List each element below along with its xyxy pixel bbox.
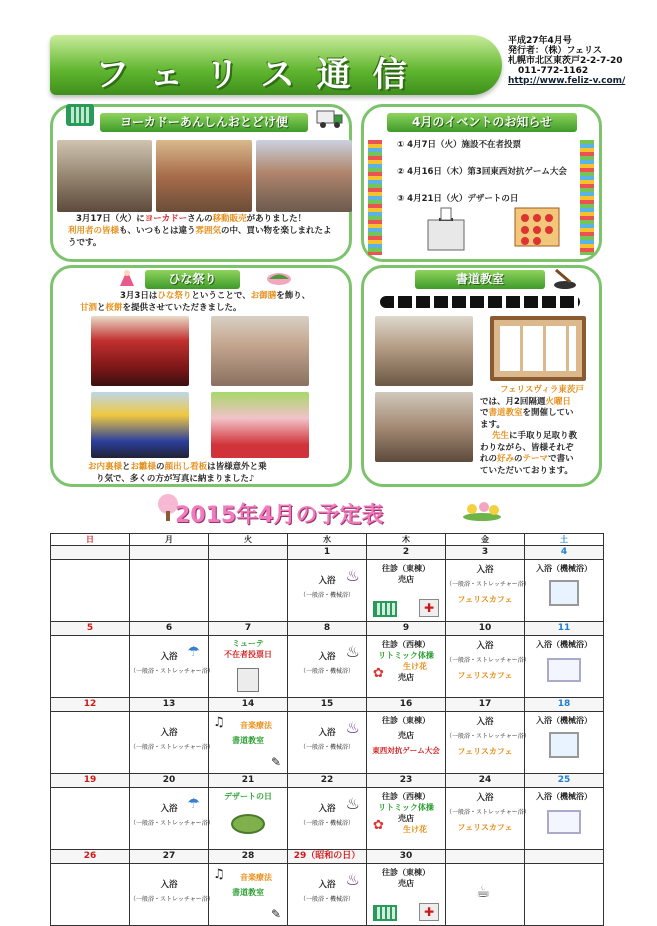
rhythmic-label: リトミック体操 [378,651,434,660]
text-fragment: れの [480,454,498,464]
bath-label: 入浴 [318,728,336,738]
flowers-icon [462,499,502,521]
doctor-visit-west: 往診（西棟） [382,640,430,649]
highlight-text: 顔出し看板 [164,462,208,472]
date-row [51,698,604,712]
bath-machine-label: 入浴（機械浴） [536,640,592,649]
shop-label: 売店 [398,575,414,584]
store-name: ヨーカドー [144,214,188,224]
date-cell: 26 [51,850,130,864]
text-fragment: わりながら、皆様それぞ [480,442,574,453]
bathtub-icon [547,810,581,834]
bath-label: 入浴 [160,804,178,814]
date-cell: 11 [525,622,604,636]
highlight-text: お御膳 [250,291,277,301]
coffee-cup-icon: ☕ [476,882,491,901]
text-fragment: がありました！ [246,214,307,224]
events-row [51,864,604,926]
bath-detail: （一般浴・ストレッチャー浴） [446,809,530,816]
text-fragment: を提供させていただきました。 [122,303,242,313]
date-cell: 15 [288,698,367,712]
events-row [51,712,604,774]
bath-label: 入浴 [476,641,494,651]
event-cell [51,560,130,622]
date-cell: 30 [367,850,446,864]
bath-label: 入浴 [160,880,178,890]
text-fragment: の [514,454,523,464]
photo-shopping-1 [57,140,152,212]
bath-label: 入浴 [476,565,494,575]
text-fragment: ということで、 [191,291,251,301]
event-cell [367,864,446,926]
text-fragment: 3月3日は [120,291,158,301]
text-fragment: ていただいております。 [480,465,573,476]
hospital-icon: ✚ [419,599,439,617]
bath-machine-label: 入浴（機械浴） [536,792,592,801]
music-therapy-label: 音楽療法 [240,873,272,882]
text-fragment: さんの [187,214,213,224]
ito-yokado-text [68,213,350,249]
ink-stroke-decoration [380,296,580,308]
highlight-text: お内裏様 [88,462,123,472]
event-cell [51,712,130,774]
text-fragment: では、月2回隔週 [480,396,546,407]
weekday-sun: 日 [51,534,130,546]
text-fragment: の中、買い物を楽しまれたよ [221,226,332,236]
bath-detail: （一般浴・ストレッチャー浴） [446,657,530,664]
hot-spring-icon: ♨ [345,566,360,585]
weekday-thu: 木 [367,534,446,546]
music-notes-icon: ♫ [213,715,225,730]
color-stripe-left [368,140,382,255]
cafe-label: フェリスカフェ [457,823,513,832]
doctor-visit-east: 往診（東棟） [382,868,430,877]
ikebana-label: 生け花 [403,825,427,834]
bathtub-icon [549,580,579,606]
date-cell: 25 [525,774,604,788]
date-cell: 3 [446,546,525,560]
shodo-title: 書道教室 [415,270,545,289]
vote-label: 不在者投票日 [224,650,272,659]
event-cell [288,712,367,774]
photo-calligraphy-1 [375,316,473,386]
date-cell: 28 [209,850,288,864]
event-cell [525,712,604,774]
date-cell: 14 [209,698,288,712]
highlight-text: 書道教室 [488,408,523,418]
events-title: 4月のイベントのお知らせ [387,113,577,132]
text-fragment: で書い [548,454,574,464]
event-cell [367,636,446,698]
text-fragment: を飾り、 [276,291,311,301]
highlight-text: ひな祭り [157,291,192,301]
event-cell [446,636,530,698]
bathtub-icon [547,658,581,682]
events-row [51,560,604,622]
dessert-icon [231,814,265,834]
event-cell [525,560,604,622]
shop-label: 売店 [398,731,414,740]
ito-yokado-title: ヨーカドーあんしんおとどけ便 [100,113,308,132]
bath-label: 入浴 [160,728,178,738]
date-cell: 24 [446,774,525,788]
cafe-label: フェリスカフェ [457,747,513,756]
text-fragment: に手取り足取り教 [509,431,578,441]
date-cell: 22 [288,774,367,788]
event-cell [209,636,288,698]
truck-icon [316,108,344,130]
events-row [51,636,604,698]
date-row [51,774,604,788]
date-cell: 6 [130,622,209,636]
ikebana-label: 生け花 [403,662,427,671]
weekday-wed: 水 [288,534,367,546]
schedule-calendar [50,533,604,926]
game-label: 東西対抗ゲーム大会 [372,746,440,755]
basket-icon [373,601,397,617]
event-cell [51,636,130,698]
highlight-text: 火曜日 [545,396,571,407]
doctor-visit-east: 往診（東棟） [382,716,430,725]
shop-label: 売店 [398,673,414,682]
highlight-text: 雰囲気 [195,226,222,236]
event-cell [130,712,214,774]
date-cell: 10 [446,622,525,636]
date-cell: 17 [446,698,525,712]
bathtub-icon [549,732,579,758]
shower-icon: ☂ [187,796,200,812]
muse-label: ミューテ [232,639,264,648]
bath-machine-label: 入浴（機械浴） [536,564,592,573]
doctor-visit-west: 往診（西棟） [382,792,430,801]
highlight-text: 好み [497,454,515,464]
hot-spring-icon: ♨ [345,642,360,661]
text-fragment: を開催してい [522,408,574,418]
text-fragment: も、いつもとは違う [119,226,196,236]
shop-label: 売店 [398,814,414,823]
sakuramochi-icon [265,270,293,286]
event-cell [525,636,604,698]
game-board-icon [512,206,562,252]
bath-label: 入浴 [318,576,336,586]
weekday-sat: 土 [525,534,604,546]
basket-icon [373,905,397,921]
issue-number: 平成27年4月号 [508,36,572,46]
date-cell [525,850,604,864]
highlight-text: お雛様 [130,462,157,472]
event-cell [525,788,604,850]
highlight-text: 利用者の皆様 [68,226,120,236]
bath-detail: （一般浴・ストレッチャー浴） [130,820,214,827]
event-item: ③ 4月21日（火）デザートの日 [397,194,519,204]
flower-icon: ✿ [373,666,384,681]
date-row [51,622,604,636]
weekday-header-row [51,534,604,546]
date-cell: 18 [525,698,604,712]
cafe-label: フェリスカフェ [457,671,513,680]
bath-detail: （一般浴・機械浴） [299,896,354,903]
text-fragment: の [156,462,165,472]
event-cell [288,864,367,926]
address: 札幌市北区東茨戸2-2-7-20 [508,56,623,66]
ballot-box-icon [237,668,259,692]
text-fragment: り気で、多くの方が写真に納まりました♪ [96,474,255,484]
event-cell [525,864,604,926]
dessert-label: デザートの日 [224,792,272,801]
date-text: 3月17日（火）に [76,214,145,224]
music-notes-icon: ♫ [213,867,225,882]
bath-label: 入浴 [318,880,336,890]
weekday-mon: 月 [130,534,209,546]
text-fragment: は皆様意外と乗 [207,462,267,472]
event-cell [288,788,367,850]
date-cell: 23 [367,774,446,788]
shop-label: 売店 [398,879,414,888]
event-item: ① 4月7日（火）施設不在者投票 [397,140,521,150]
event-cell [446,712,530,774]
events-list [397,138,567,204]
photo-empress-board [211,392,309,458]
bath-label: 入浴 [318,804,336,814]
issue-info [508,36,625,86]
hot-spring-icon: ♨ [345,718,360,737]
event-item: ② 4月16日（木）第3回東西対抗ゲーム大会 [397,167,567,177]
hina-text [80,290,340,314]
publisher: 発行者：（株）フェリス [508,46,602,56]
event-cell [446,560,530,622]
event-cell [130,636,214,698]
event-cell [51,788,130,850]
bath-detail: （一般浴・機械浴） [299,744,354,751]
date-cell: 5 [51,622,130,636]
date-cell: 16 [367,698,446,712]
doctor-visit-east: 往診（東棟） [382,564,430,573]
date-cell: 27 [130,850,209,864]
text-fragment: ます。 [480,419,505,430]
event-cell [51,864,130,926]
highlight-text: 甘酒 [80,303,98,313]
flower-icon: ✿ [373,818,384,833]
events-row [51,788,604,850]
color-stripe-right [580,140,594,255]
bath-detail: （一般浴・機械浴） [299,668,354,675]
bath-label: 入浴 [318,652,336,662]
highlight-text: フェリスヴィラ東茨戸 [500,385,584,395]
date-cell [446,850,525,864]
date-row [51,850,604,864]
photo-shopping-3 [256,140,352,212]
photo-calligraphy-works [490,316,586,381]
text-fragment: うです。 [68,238,102,248]
brush-icon [552,266,578,290]
event-cell [446,864,525,926]
photo-hina-dolls [91,316,189,386]
hina-title: ひな祭り [145,270,240,289]
shodo-text [480,385,600,477]
shodo-label: 書道教室 [232,736,264,745]
photo-shopping-2 [156,140,252,212]
event-cell [209,788,288,850]
phone: 011-772-1162 [518,66,589,76]
date-cell: 12 [51,698,130,712]
event-cell [367,560,446,622]
event-cell [209,864,288,926]
photo-emperor-board [91,392,189,458]
date-cell [130,546,209,560]
event-cell [130,788,214,850]
event-cell [209,560,288,622]
cafe-label: フェリスカフェ [457,595,513,604]
text-fragment: で [480,408,489,418]
brush-icon: ✎ [270,755,281,769]
bath-detail: （一般浴・ストレッチャー浴） [446,581,530,588]
date-cell: 19 [51,774,130,788]
bath-detail: （一般浴・機械浴） [299,592,354,599]
bath-detail: （一般浴・ストレッチャー浴） [446,733,530,740]
date-cell: 9 [367,622,446,636]
event-cell [288,560,367,622]
bath-machine-label: 入浴（機械浴） [536,716,592,725]
text-fragment: と [97,303,106,313]
date-cell: 1 [288,546,367,560]
shower-icon: ☂ [187,644,200,660]
bath-label: 入浴 [160,652,178,662]
date-cell: 21 [209,774,288,788]
bath-detail: （一般浴・ストレッチャー浴） [130,668,214,675]
bath-detail: （一般浴・ストレッチャー浴） [130,896,214,903]
highlight-text: 移動販売 [212,214,247,224]
doll-icon [118,268,136,288]
date-cell: 8 [288,622,367,636]
photo-resident-eating [211,316,309,386]
hospital-icon: ✚ [419,903,439,921]
event-cell [288,636,367,698]
bath-label: 入浴 [476,793,494,803]
event-cell [367,788,446,850]
highlight-text: 桜餅 [105,303,123,313]
event-cell [209,712,288,774]
weekday-tue: 火 [209,534,288,546]
event-cell [130,560,209,622]
bath-label: 入浴 [476,717,494,727]
highlight-text: テーマ [522,454,549,464]
website-link[interactable]: http://www.feliz-v.com/ [508,76,626,86]
hot-spring-icon: ♨ [345,794,360,813]
newsletter-title: フェリス通信 [95,55,429,95]
highlight-text: 先生 [492,431,510,441]
weekday-fri: 金 [446,534,525,546]
date-cell: 20 [130,774,209,788]
brush-icon: ✎ [270,907,281,921]
hot-spring-icon: ♨ [345,870,360,889]
date-cell-holiday: 29（昭和の日） [288,850,367,864]
photo-calligraphy-2 [375,392,473,462]
hina-caption [88,461,350,485]
date-row [51,546,604,560]
shodo-label: 書道教室 [232,888,264,897]
event-cell [130,864,214,926]
date-cell [209,546,288,560]
date-cell [51,546,130,560]
event-cell [367,712,446,774]
event-cell [446,788,530,850]
music-therapy-label: 音楽療法 [240,721,272,730]
rhythmic-label: リトミック体操 [378,803,434,812]
basket-icon [66,104,94,126]
text-fragment: と [122,462,131,472]
bath-detail: （一般浴・ストレッチャー浴） [130,744,214,751]
date-cell: 4 [525,546,604,560]
date-cell: 7 [209,622,288,636]
bath-detail: （一般浴・機械浴） [299,820,354,827]
date-cell: 2 [367,546,446,560]
schedule-title: 2015年4月の予定表 [175,503,384,528]
ballot-box-icon [425,206,467,252]
date-cell: 13 [130,698,209,712]
